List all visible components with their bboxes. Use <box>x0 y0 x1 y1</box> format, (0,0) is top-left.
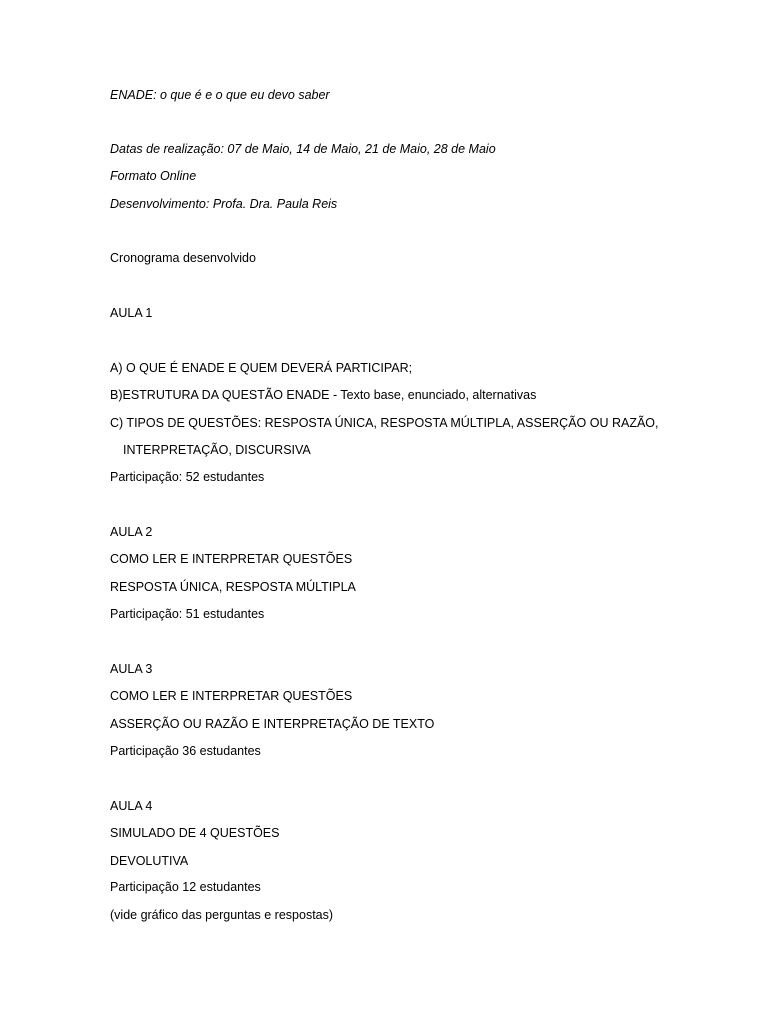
dates-line: Datas de realização: 07 de Maio, 14 de Maio, 21 de Maio, 28 de Maio <box>110 142 496 156</box>
aula3-line2: ASSERÇÃO OU RAZÃO E INTERPRETAÇÃO DE TEXTO <box>110 717 435 731</box>
aula1-item-b: B)ESTRUTURA DA QUESTÃO ENADE - Texto base, enunciado, alternativas <box>110 388 537 402</box>
aula1-item-c: C) TIPOS DE QUESTÕES: RESPOSTA ÚNICA, RESPOSTA MÚLTIPLA, ASSERÇÃO OU RAZÃO, <box>110 416 659 430</box>
format-line: Formato Online <box>110 169 197 183</box>
aula2-line2: RESPOSTA ÚNICA, RESPOSTA MÚLTIPLA <box>110 580 356 594</box>
aula4-title: AULA 4 <box>110 799 153 813</box>
aula3-participation: Participação 36 estudantes <box>110 744 261 758</box>
aula3-title: AULA 3 <box>110 662 153 676</box>
aula4-participation: Participação 12 estudantes <box>110 880 261 894</box>
aula4-line2: DEVOLUTIVA <box>110 854 189 868</box>
document-title: ENADE: o que é e o que eu devo saber <box>110 88 330 102</box>
aula4-note: (vide gráfico das perguntas e respostas) <box>110 908 334 922</box>
aula1-participation: Participação: 52 estudantes <box>110 470 265 484</box>
aula2-title: AULA 2 <box>110 525 153 539</box>
aula1-item-a: A) O QUE É ENADE E QUEM DEVERÁ PARTICIPAR; <box>110 361 413 375</box>
schedule-heading: Cronograma desenvolvido <box>110 251 256 265</box>
aula2-line1: COMO LER E INTERPRETAR QUESTÕES <box>110 552 353 566</box>
aula4-line1: SIMULADO DE 4 QUESTÕES <box>110 826 280 840</box>
aula2-participation: Participação: 51 estudantes <box>110 607 265 621</box>
aula3-line1: COMO LER E INTERPRETAR QUESTÕES <box>110 689 353 703</box>
aula1-item-c-continued: INTERPRETAÇÃO, DISCURSIVA <box>123 443 311 457</box>
aula1-title: AULA 1 <box>110 306 153 320</box>
developer-line: Desenvolvimento: Profa. Dra. Paula Reis <box>110 197 338 211</box>
